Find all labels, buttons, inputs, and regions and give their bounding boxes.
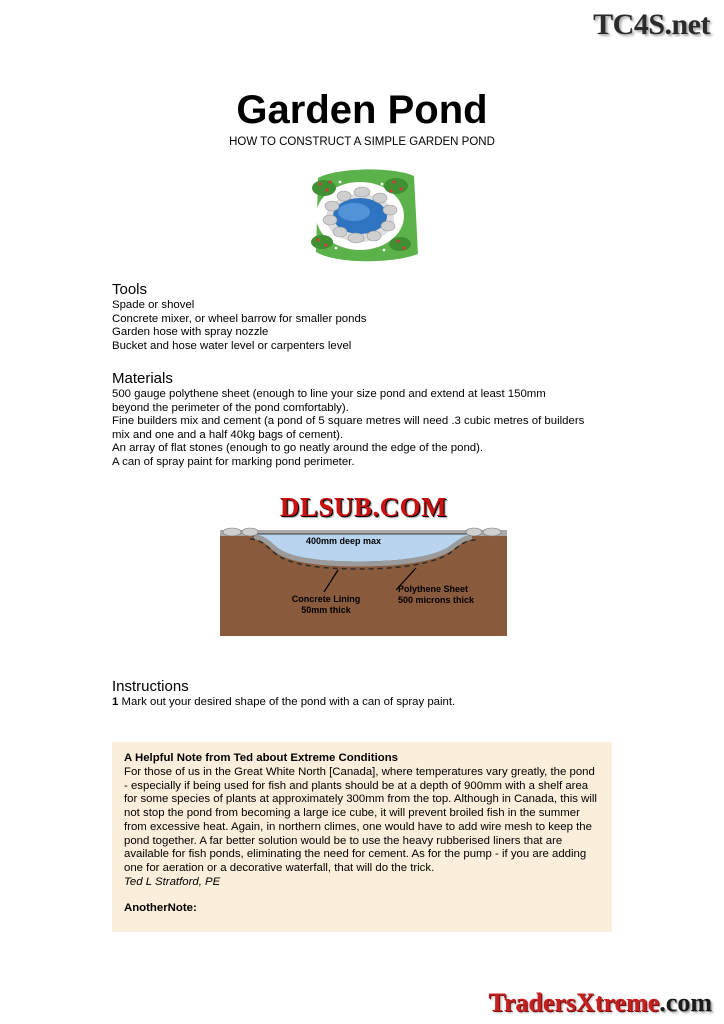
- tools-line-3: Garden hose with spray nozzle: [112, 326, 269, 339]
- note-signature: Ted L Stratford, PE: [124, 875, 221, 888]
- materials-line-5: An array of flat stones (enough to go neatly around the edge of the pond).: [112, 442, 484, 455]
- garden-pond-illustration: [296, 164, 428, 270]
- diagram-label-concrete-line2: 50mm thick: [301, 605, 351, 615]
- diagram-label-polythene: [398, 584, 474, 606]
- materials-line-3: Fine builders mix and cement (a pond of 5 square metres will need .3 cubic metres of builders: [112, 415, 585, 428]
- materials-line-1: 500 gauge polythene sheet (enough to line your size pond and extend at least 150mm: [112, 388, 546, 400]
- materials-section: [112, 370, 632, 470]
- tools-section: [112, 281, 632, 353]
- watermark-bottom: [488, 988, 712, 1018]
- diagram-label-concrete: [282, 594, 370, 616]
- instructions-heading: Instructions: [112, 678, 189, 695]
- watermark-bottom-tld: .com: [659, 988, 712, 1017]
- pond-cross-section-diagram: [220, 506, 507, 636]
- tools-line-2: Concrete mixer, or wheel barrow for smaller ponds: [112, 312, 367, 325]
- diagram-label-concrete-line1: Concrete Lining: [291, 594, 361, 604]
- note-body: For those of us in the Great White North [Canada], where temperatures vary greatly, the pond - especially if being used for fish and plants should be at a depth of 900mm with a shelf area for some species of plants at approximately 300mm from the top. Although in Canada, this will not stop the pond from becoming a large ice cube, it will prevent broiled fish in the summer from excessive heat. Again, in northern climes, one would have to add wire mesh to keep the pond together. A far better solution would be to use the heavy rubberised liners that are available for fish ponds, eliminating the need for cement. As for the pump - if you are adding one for aeration or a decorative waterfall, that will do the trick.: [124, 766, 597, 874]
- watermark-diagram: DLSUB.COM: [279, 492, 448, 522]
- materials-line-2: beyond the perimeter of the pond comfortably).: [112, 401, 349, 414]
- page-title: Garden Pond: [236, 88, 488, 132]
- diagram-label-depth: 400mm deep max: [306, 536, 382, 546]
- watermark-top: TC4S.net: [593, 8, 710, 41]
- step-text: Mark out your desired shape of the pond with a can of spray paint.: [118, 696, 456, 708]
- instruction-step-1: [112, 696, 632, 710]
- tools-heading: Tools: [112, 281, 148, 298]
- note-another-heading: AnotherNote:: [124, 901, 197, 914]
- materials-line-6: A can of spray paint for marking pond perimeter.: [112, 455, 355, 468]
- note-title: A Helpful Note from Ted about Extreme Conditions: [124, 752, 399, 764]
- instructions-section: [112, 678, 632, 710]
- tools-line-1: Spade or shovel: [112, 299, 195, 311]
- watermark-bottom-brand: TradersXtreme: [488, 988, 660, 1017]
- tools-line-4: Bucket and hose water level or carpenters level: [112, 339, 352, 352]
- diagram-label-polythene-line2: 500 microns thick: [398, 595, 475, 605]
- materials-line-4: mix and one and a half 40kg bags of cement).: [112, 428, 344, 441]
- page-subtitle: HOW TO CONSTRUCT A SIMPLE GARDEN POND: [229, 136, 495, 148]
- step-number: 1: [112, 696, 119, 708]
- materials-heading: Materials: [112, 370, 173, 387]
- diagram-label-polythene-line1: Polythene Sheet: [398, 584, 469, 594]
- helpful-note-box: [112, 742, 612, 932]
